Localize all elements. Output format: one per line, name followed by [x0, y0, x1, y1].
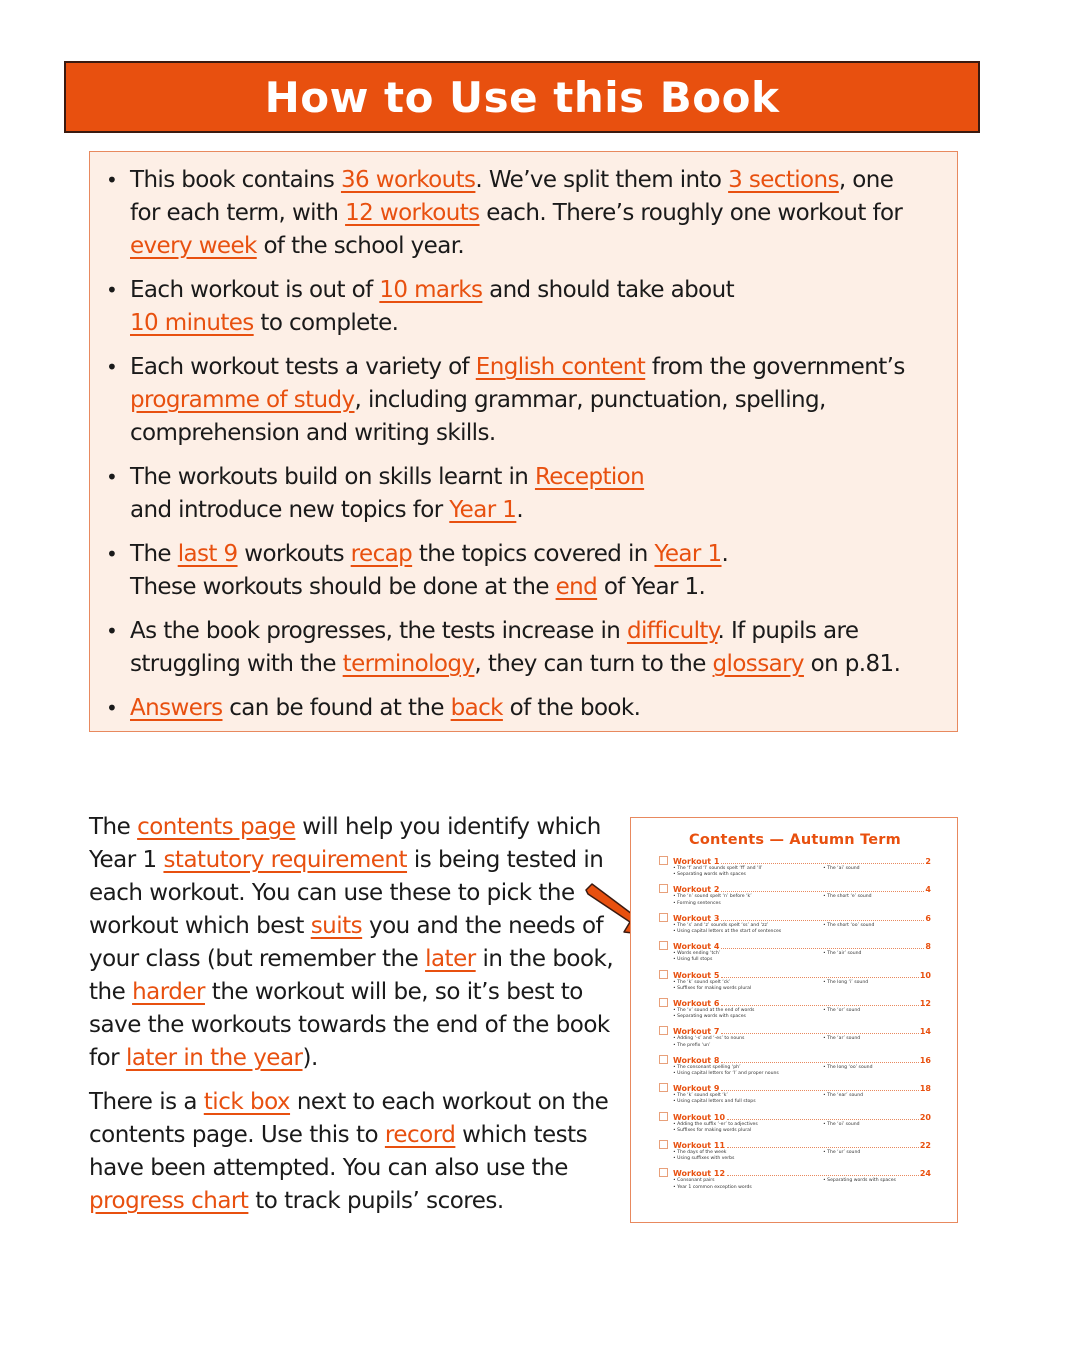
- workout-name: Workout 4: [673, 942, 720, 952]
- text-run: These workouts should be done at the: [130, 574, 556, 600]
- info-bullet: [106, 164, 927, 263]
- text-run: As the book progresses, the tests increase in: [130, 618, 627, 644]
- tick-box[interactable]: [659, 1055, 668, 1064]
- highlighted-term: suits: [310, 913, 363, 939]
- workout-name: Workout 11: [673, 1141, 726, 1151]
- info-bullet: [106, 692, 927, 725]
- dot-leader: [721, 920, 924, 921]
- text-run: The: [130, 541, 178, 567]
- workout-entry: [659, 1110, 931, 1134]
- topic-item: • The days of the week: [673, 1150, 727, 1156]
- highlighted-term: every week: [130, 233, 257, 259]
- workout-entry: [659, 1024, 931, 1048]
- info-bullet: [106, 461, 927, 527]
- topic-item: • The ‘ur’ sound: [823, 1150, 861, 1156]
- bullet-icon: •: [106, 355, 118, 379]
- contents-title: Contents — Autumn Term: [689, 832, 901, 848]
- topic-item: • The prefix ‘un’: [673, 1042, 711, 1048]
- topic-item: • Using capital letters for ‘I’ and proper nouns: [673, 1071, 779, 1077]
- text-run: to track pupils’ scores.: [248, 1188, 504, 1214]
- text-run: There is a: [89, 1089, 204, 1115]
- text-run: , they can turn to the: [474, 651, 713, 677]
- topic-item: • The ‘air’ sound: [823, 951, 862, 957]
- text-run: . We’ve split them into: [475, 167, 729, 193]
- info-bullet: [106, 351, 927, 450]
- highlighted-term: Answers: [130, 695, 223, 721]
- text-run: and should take about: [482, 277, 735, 303]
- workout-name: Workout 7: [673, 1027, 720, 1037]
- topic-item: • The ‘f’ and ‘l’ sounds spelt ‘ff’ and ‘ll’: [673, 866, 763, 871]
- text-run: the workout will be, so it’s best to save the workouts towards the end of the book for: [89, 979, 610, 1071]
- highlighted-term: 3 sections: [728, 167, 839, 193]
- page-number: 12: [919, 999, 931, 1009]
- highlighted-term: 36 workouts: [340, 167, 476, 193]
- topic-item: • The ‘oi’ sound: [823, 1121, 860, 1127]
- topic-item: • Forming sentences: [673, 900, 721, 906]
- topic-item: • Adding ‘-s’ and ‘-es’ to nouns: [673, 1036, 745, 1042]
- tick-box[interactable]: [659, 970, 668, 979]
- workout-entry: [659, 911, 931, 935]
- highlighted-term: terminology: [342, 651, 475, 677]
- page-number: 20: [919, 1112, 931, 1122]
- bullet-icon: •: [106, 696, 118, 720]
- workout-entry: [659, 1053, 931, 1077]
- page-number: 14: [919, 1027, 931, 1037]
- topic-item: • Adding the suffix ‘-er’ to adjectives: [673, 1121, 758, 1127]
- page-number: 10: [919, 970, 931, 980]
- text-run: workouts: [237, 541, 351, 567]
- highlighted-term: 10 marks: [379, 277, 483, 303]
- tick-box[interactable]: [659, 1083, 668, 1092]
- workout-entry: [659, 1166, 931, 1190]
- dot-leader: [727, 1119, 919, 1120]
- text-run: of the school year.: [256, 233, 465, 259]
- text-run: , including grammar, punctuation, spelling, comprehension and writing skills.: [130, 387, 826, 446]
- info-bullet: [106, 538, 927, 604]
- tick-box[interactable]: [659, 998, 668, 1007]
- topic-item: • The consonant spelling ‘ph’: [673, 1064, 741, 1070]
- highlighted-term: 10 minutes: [130, 310, 254, 336]
- text-run: Each workout tests a variety of: [130, 354, 476, 380]
- dot-leader: [721, 863, 924, 864]
- text-run: The: [89, 814, 138, 840]
- highlighted-term: last 9: [177, 541, 238, 567]
- tick-box[interactable]: [659, 1026, 668, 1035]
- highlighted-term: Year 1: [449, 497, 517, 523]
- topic-item: • Words ending ‘tch’: [673, 951, 721, 957]
- page-number: 24: [919, 1169, 931, 1179]
- text-run: This book contains: [130, 167, 341, 193]
- title-banner: [64, 61, 980, 133]
- topic-item: • The ‘n’ sound spelt ‘n’ before ‘k’: [673, 894, 752, 900]
- text-run: to complete.: [253, 310, 399, 336]
- workout-name: Workout 10: [673, 1112, 726, 1122]
- text-run: from the government’s: [645, 354, 905, 380]
- contents-explanation: [89, 811, 619, 1229]
- info-bullet-list: [106, 164, 927, 725]
- topic-item: • The long ‘oo’ sound: [823, 1064, 873, 1070]
- workout-entry: [659, 1081, 931, 1105]
- text-run: of Year 1.: [597, 574, 706, 600]
- topic-item: • The short ‘e’ sound: [823, 894, 872, 900]
- highlighted-term: English content: [475, 354, 646, 380]
- paragraph: [89, 811, 619, 1075]
- dot-leader: [721, 1062, 918, 1063]
- page-number: 6: [925, 913, 931, 923]
- topic-item: • Using capital letters at the start of sentences: [673, 929, 782, 935]
- bullet-icon: •: [106, 619, 118, 643]
- tick-box[interactable]: [659, 941, 668, 950]
- text-run: the topics covered in: [412, 541, 655, 567]
- topic-item: • The ‘or’ sound: [823, 1008, 861, 1014]
- text-run: on p.81.: [803, 651, 901, 677]
- highlighted-term: progress chart: [89, 1188, 249, 1214]
- page-title: How to Use this Book: [264, 72, 780, 122]
- text-run: is being tested in each workout. You can use these to pick the workout which best: [89, 847, 604, 939]
- tick-box[interactable]: [659, 1140, 668, 1149]
- highlighted-term: later: [425, 946, 476, 972]
- topic-item: • Consonant pairs: [673, 1178, 715, 1184]
- highlighted-term: harder: [132, 979, 205, 1005]
- topic-item: • Using capital letters and full stops: [673, 1099, 756, 1105]
- text-run: of the book.: [502, 695, 641, 721]
- info-box: [89, 151, 958, 732]
- workout-name: Workout 2: [673, 885, 720, 895]
- page-number: 22: [919, 1141, 931, 1151]
- tick-box[interactable]: [659, 913, 668, 922]
- dot-leader: [721, 891, 924, 892]
- workout-name: Workout 1: [673, 857, 720, 866]
- text-run: each. There’s roughly one workout for: [479, 200, 903, 226]
- tick-box[interactable]: [659, 1112, 668, 1121]
- tick-box[interactable]: [659, 1168, 668, 1177]
- highlighted-term: statutory requirement: [163, 847, 408, 873]
- workout-name: Workout 3: [673, 913, 720, 923]
- bullet-icon: •: [106, 278, 118, 302]
- highlighted-term: end: [555, 574, 598, 600]
- text-run: .: [721, 541, 729, 567]
- page-number: 16: [919, 1055, 931, 1065]
- topic-item: • Suffixes for making words plural: [673, 985, 752, 991]
- topic-item: • The ‘ai’ sound: [823, 866, 860, 871]
- workout-entry: [659, 968, 931, 992]
- text-run: and introduce new topics for: [130, 497, 450, 523]
- highlighted-term: 12 workouts: [345, 200, 480, 226]
- workout-name: Workout 12: [673, 1169, 726, 1179]
- topic-item: • The ‘v’ sound at the end of words: [673, 1008, 755, 1014]
- workout-entry: [659, 939, 931, 963]
- highlighted-term: difficulty: [626, 618, 718, 644]
- topic-item: • Using full stops: [673, 957, 713, 963]
- topic-item: • Separating words with spaces: [823, 1178, 896, 1184]
- workout-entry: [659, 882, 931, 906]
- highlighted-term: back: [450, 695, 503, 721]
- workout-entry: [659, 996, 931, 1020]
- topic-item: • Year 1 common exception words: [673, 1184, 752, 1190]
- workout-list: [659, 854, 931, 1191]
- highlighted-term: record: [384, 1122, 456, 1148]
- workout-entry: [659, 1138, 931, 1162]
- workout-entry: [659, 854, 931, 878]
- dot-leader: [721, 948, 924, 949]
- page-number: 18: [919, 1084, 931, 1094]
- text-run: which tests have been attempted. You can also use the: [89, 1122, 588, 1181]
- dot-leader: [727, 1147, 919, 1148]
- text-run: you and the needs of your class (but remember the: [89, 913, 604, 972]
- highlighted-term: programme of study: [130, 387, 355, 413]
- topic-item: • The ‘k’ sound spelt ‘k’: [673, 1093, 728, 1099]
- highlighted-term: later in the year: [125, 1045, 303, 1071]
- dot-leader: [721, 1033, 918, 1034]
- highlighted-term: Reception: [534, 464, 645, 490]
- topic-item: • The ‘ar’ sound: [823, 1036, 861, 1042]
- highlighted-term: recap: [350, 541, 413, 567]
- dot-leader: [721, 1090, 918, 1091]
- text-run: .: [516, 497, 524, 523]
- page-number: 8: [925, 942, 931, 952]
- page-number: 2: [925, 857, 931, 866]
- text-run: in the book, the: [89, 946, 614, 1005]
- topic-item: • Separating words with spaces: [673, 872, 746, 878]
- contents-page-thumbnail: [630, 817, 958, 1223]
- bullet-icon: •: [106, 542, 118, 566]
- workout-name: Workout 9: [673, 1084, 720, 1094]
- text-run: , one for each term, with: [130, 167, 894, 226]
- text-run: will help you identify which Year 1: [89, 814, 601, 873]
- tick-box[interactable]: [659, 884, 668, 893]
- text-run: next to each workout on the contents page. Use this to: [89, 1089, 609, 1148]
- topic-item: • Suffixes for making words plural: [673, 1127, 752, 1133]
- workout-name: Workout 5: [673, 970, 720, 980]
- paragraph: [89, 1086, 619, 1218]
- text-run: Each workout is out of: [130, 277, 380, 303]
- highlighted-term: contents page: [137, 814, 296, 840]
- workout-name: Workout 8: [673, 1055, 720, 1065]
- dot-leader: [727, 1175, 919, 1176]
- text-run: The workouts build on skills learnt in: [130, 464, 535, 490]
- info-bullet: [106, 615, 927, 681]
- text-run: can be found at the: [222, 695, 451, 721]
- dot-leader: [721, 977, 918, 978]
- page-number: 4: [925, 885, 931, 895]
- dot-leader: [721, 1005, 918, 1006]
- topic-item: • The ‘ear’ sound: [823, 1093, 864, 1099]
- text-run: . If pupils are struggling with the: [130, 618, 859, 677]
- bullet-icon: •: [106, 168, 118, 192]
- topic-item: • The ‘k’ sound spelt ‘ck’: [673, 979, 731, 985]
- text-run: ).: [302, 1045, 318, 1071]
- topic-item: • The long ‘i’ sound: [823, 979, 869, 985]
- highlighted-term: glossary: [712, 651, 804, 677]
- topic-item: • Separating words with spaces: [673, 1014, 746, 1020]
- topic-item: • The short ‘oo’ sound: [823, 922, 875, 928]
- bullet-icon: •: [106, 465, 118, 489]
- tick-box[interactable]: [659, 856, 668, 865]
- topic-item: • The ‘s’ and ‘z’ sounds spelt ‘ss’ and ‘zz’: [673, 922, 769, 928]
- highlighted-term: Year 1: [654, 541, 722, 567]
- topic-item: • Using suffixes with verbs: [673, 1156, 735, 1162]
- highlighted-term: tick box: [203, 1089, 291, 1115]
- info-bullet: [106, 274, 927, 340]
- workout-name: Workout 6: [673, 999, 720, 1009]
